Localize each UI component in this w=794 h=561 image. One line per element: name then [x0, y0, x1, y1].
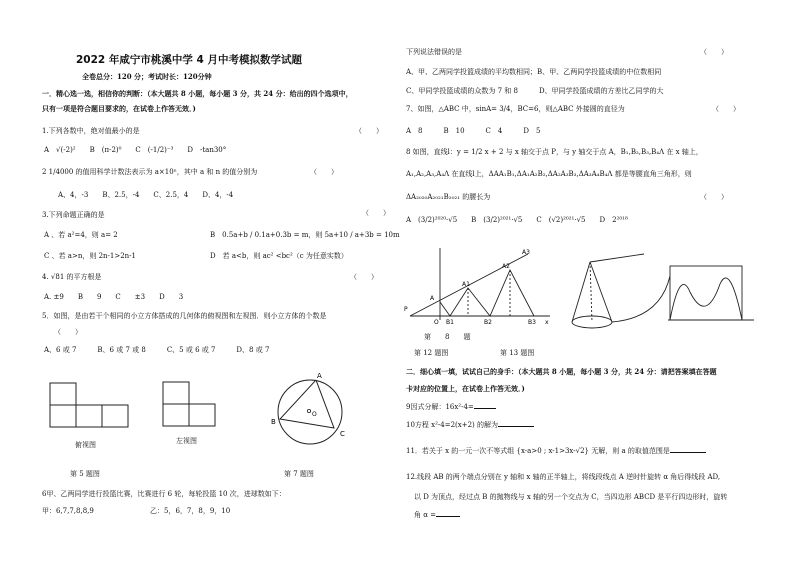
q8-label-p: P — [404, 306, 408, 313]
fig8-caption: 第 8 题 — [424, 333, 471, 341]
circle-label-b: B — [271, 418, 276, 426]
q2-text: 2 1/4000 的值用科学计数法表示为 a×10ⁿ，其中 a 和 n 的值分别为 — [42, 168, 258, 176]
q8-label-b1: B1 — [446, 319, 454, 326]
q8-paren: （ ） — [700, 193, 728, 201]
top-view-label: 俯视图 — [75, 441, 96, 449]
q3-paren: （ ） — [362, 209, 390, 217]
q5-paren: （ ） — [54, 328, 82, 336]
q12-text-cont2 — [414, 510, 460, 520]
q6-text: 6甲、乙两同学进行投篮比赛，比赛进行 6 轮，每轮投篮 10 次，进球数如下： — [42, 490, 286, 498]
q8-label-a1: A1 — [462, 281, 470, 288]
q11-label: 11．若关于 x 的一元一次不等式组 {x-a>0 ; x-1>3x-√2} 无解，则 a 的取值范围是 — [406, 447, 670, 455]
q8-text-cont: A₁,A₂,A₃,A₄Λ 在直线l上，ΔAA₁B₁,ΔA₁A₂B₂,ΔA₂A₃B₃,ΔA₃A₄B₄Λ 都是等腰直角三角形，则 — [406, 170, 692, 178]
fig13-caption: 第 13 题图 — [500, 349, 535, 357]
exam-title: 2022 年咸宁市桃溪中学 4 月中考模拟数学试题 — [76, 54, 302, 66]
q10-text — [406, 420, 534, 430]
q9-answer-blank[interactable] — [474, 408, 496, 409]
q7-options: A 8 B 10 C 4 D 5 — [406, 127, 541, 135]
q7-text: 7、如图，△ABC 中，sinA= 3/4，BC=6，则△ABC 外接圆的直径为 — [406, 105, 625, 113]
q6-options-ab: A、甲、乙两同学投篮成绩的平均数相同；B、甲、乙两同学投篮成绩的中位数相同 — [406, 68, 662, 76]
q1-options: A √(-2)² B (π-2)⁰ C (-1/2)⁻³ D -tan30° — [44, 146, 227, 154]
q13-parabola-figure — [668, 254, 758, 334]
q3-option-b: B 0.5a+b / 0.1a+0.3b = m，则 5a+10 / a+3b = 10m — [210, 231, 400, 239]
section2-heading: 二．细心填一填，试试自己的身手：（本大题共 8 小题，每小题 3 分，共 24 分：请把答案填在答题 — [406, 367, 717, 376]
q6-paren: （ ） — [700, 48, 728, 56]
q12-label: 角 α = — [414, 511, 437, 519]
fig7-caption: 第 7 题图 — [284, 470, 314, 478]
q8-label-b3: B3 — [528, 319, 536, 326]
section1-heading-cont: 只有一项是符合题目要求的，在试卷上作答无效．) — [42, 104, 196, 113]
q8-zigzag-figure — [404, 248, 555, 328]
q6-jia-scores: 甲：6,7,7,8,8,9 — [42, 507, 94, 515]
q2-paren: （ ） — [310, 168, 338, 176]
q11-answer-blank[interactable] — [670, 452, 706, 453]
q5-text: 5．如图，是由若干个相同的小立方体搭成的几何体的俯视图和左视图．则小立方体的个数是 — [42, 312, 327, 320]
q4-options: A. ±9 B 9 C ±3 D 3 — [44, 293, 184, 301]
q7-paren: （ ） — [712, 105, 740, 113]
left-view-figure — [163, 382, 233, 432]
q1-paren: （ ） — [355, 127, 383, 135]
q12-text-cont: 以 D 为顶点，经过点 B 的抛物线与 x 轴的另一个交点为 C，当四边形 ABCD 是平行四边形时，旋转 — [414, 493, 728, 501]
q10-label: 10方程 x²-4=2(x+2) 的解为 — [406, 421, 498, 429]
q5-options: A、6 或 7 B、6 或 7 或 8 C、5 或 6 或 7 D、8 或 7 — [44, 346, 270, 354]
circle-label-a: A — [317, 372, 322, 380]
top-view-figure — [50, 383, 140, 433]
exam-meta: 全卷总分：120 分；考试时长：120分钟 — [82, 72, 212, 81]
q2-options: A、4，-3 B、2.5，-4 C、2.5，4 D、4，-4 — [58, 191, 234, 199]
q6-options-cd: C、甲同学投篮成绩的众数为 7 和 8 D、甲同学投篮成绩的方差比乙同学的大 — [406, 87, 664, 95]
section2-heading-cont: 卡对应的位置上，在试卷上作答无效．) — [406, 384, 525, 393]
circle-label-o: O — [312, 411, 317, 418]
fig5-caption: 第 5 题图 — [70, 470, 100, 478]
q12-cone-figure — [570, 254, 680, 334]
q12-text: 12.线段 AB 的两个端点分别在 y 轴和 x 轴的正半轴上，将线段线点 A 逆时针旋转 α 角后得线段 AD, — [406, 473, 721, 481]
q3-option-a: A 、若 a²=4，则 a= 2 — [44, 231, 118, 239]
q8-label-o: O — [434, 319, 439, 326]
q9-text — [406, 402, 496, 412]
q8-text: 8 如图，直线l：y = 1/2 x + 2 与 x 轴交于点 P，与 y 轴交于点 A，B₁,B₂,B₃,B₄Λ 在 x 轴上， — [406, 148, 703, 156]
q11-text — [406, 446, 706, 456]
q4-paren: （ ） — [350, 273, 378, 281]
q1-text: 1.下列各数中，绝对值最小的是 — [42, 127, 140, 135]
left-view-label: 左视图 — [176, 437, 197, 445]
q12-answer-blank[interactable] — [436, 516, 460, 517]
q3-option-d: D 若 a<b，则 ac² <bc²（c 为任意实数） — [210, 252, 348, 260]
q3-option-c: C 、若 a>n，则 2n-1>2n-1 — [44, 252, 137, 260]
q6-question: 下列说法错误的是 — [406, 48, 462, 56]
circle-triangle-figure — [270, 372, 360, 452]
q8-label-b2: B2 — [484, 319, 492, 326]
q9-label: 9因式分解：16x²-4= — [406, 403, 474, 411]
q8-label-x: x — [545, 319, 549, 326]
q3-text: 3.下列命题正确的是 — [42, 211, 105, 219]
q4-text: 4. √81 的平方根是 — [42, 273, 102, 281]
fig12-caption: 第 12 题图 — [414, 349, 449, 357]
q8-label-a: A — [430, 295, 435, 302]
q6-yi-scores: 乙：5，6，7，8，9，10 — [150, 507, 231, 515]
q8-text-cont2: ΔA₂₀₂₀A₂₀₂₁B₂₀₂₁ 的腰长为 — [406, 193, 491, 201]
q10-answer-blank[interactable] — [498, 426, 534, 427]
q8-label-a2: A2 — [502, 263, 510, 270]
q8-options: A (3/2)²⁰²⁰·√5 B (3/2)²⁰²¹·√5 C (√2)²⁰²¹·√5 D 2²⁰¹⁸ — [406, 216, 628, 224]
section1-heading: 一．精心选一选，相信你的判断：（本大题共 8 小题，每小题 3 分，共 24 分：给出的四个选项中， — [42, 89, 353, 98]
q8-label-a3: A3 — [522, 249, 530, 256]
circle-label-c: C — [340, 430, 345, 438]
